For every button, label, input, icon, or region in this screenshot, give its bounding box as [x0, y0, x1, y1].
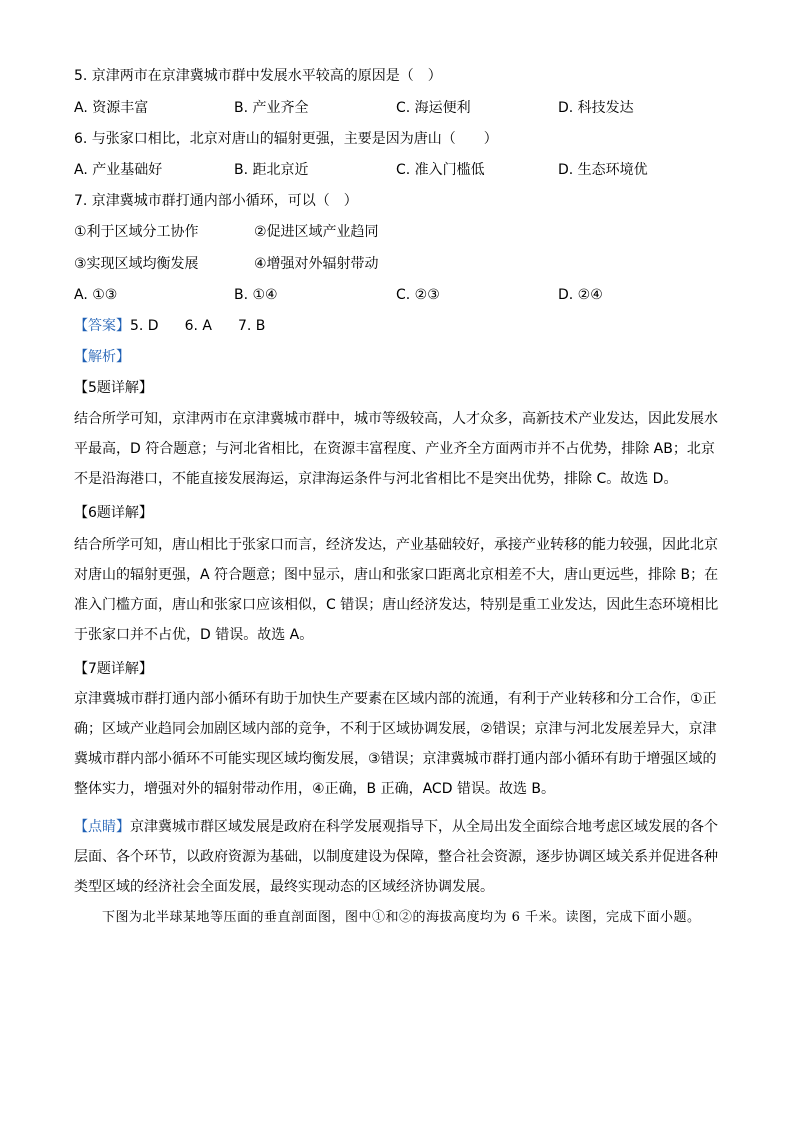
- question-7-options: [74, 285, 734, 305]
- detail-6-line: 于张家口并不占优，D 错误。故选 A。: [74, 627, 314, 643]
- q7-option-c: C. ②③: [396, 287, 440, 303]
- detail-7-line: 整体实力，增强对外的辐射带动作用，④正确，B 正确，ACD 错误。故选 B。: [74, 781, 555, 797]
- detail-7-line: 京津冀城市群打通内部小循环有助于加快生产要素在区域内部的流通，有利于产业转移和分工合作，①正: [74, 691, 717, 707]
- detail-5-line: 不是沿海港口，不能直接发展海运，京津海运条件与河北省相比不是突出优势，排除 C。故选 D。: [74, 471, 678, 487]
- question-7-items-row-1: [74, 222, 734, 242]
- q5-option-c: C. 海运便利: [396, 100, 471, 116]
- next-question-intro: 下图为北半球某地等压面的垂直剖面图，图中①和②的海拔高度均为 6 千米。读图，完成下面小题。: [102, 910, 701, 925]
- detail-6-line: 结合所学可知，唐山相比于张家口而言，经济发达，产业基础较好，承接产业转移的能力较强，因此北京: [74, 537, 718, 553]
- q5-option-a: A. 资源丰富: [74, 100, 149, 116]
- detail-6-line: 准入门槛方面，唐山和张家口应该相似，C 错误；唐山经济发达，特别是重工业发达，因此生态环境相比: [74, 597, 719, 613]
- detail-6-body: [74, 530, 724, 650]
- detail-7-body: [74, 684, 724, 804]
- q7-option-a: A. ①③: [74, 287, 118, 303]
- q7-item-2: ②促进区域产业趋同: [254, 224, 379, 240]
- answer-7: 7. B: [237, 318, 266, 334]
- answer-5: 5. D: [130, 318, 159, 334]
- question-7-items-row-2: [74, 254, 734, 274]
- detail-6-line: 对唐山的辐射更强，A 符合题意；图中显示，唐山和张家口距离北京相差不大，唐山更远些，排除 B；在: [74, 567, 719, 583]
- q7-option-b: B. ①④: [234, 287, 278, 303]
- detail-5-title: 【5题详解】: [74, 380, 153, 396]
- question-5-options: [74, 98, 734, 118]
- dianjing-line: 层面、各个环节，以政府资源为基础，以制度建设为保障，整合社会资源，逐步协调区域关系并促进各种: [74, 849, 718, 865]
- q6-option-b: B. 距北京近: [234, 162, 309, 178]
- question-6-options: [74, 160, 734, 180]
- detail-7-title: 【7题详解】: [74, 661, 153, 677]
- q7-item-1: ①利于区域分工协作: [74, 224, 199, 240]
- q6-option-a: A. 产业基础好: [74, 162, 163, 178]
- detail-7-line: 冀城市群内部小循环不可能实现区域均衡发展，③错误；京津冀城市群打通内部小循环有助于增强区域的: [74, 751, 717, 767]
- question-5-stem: 5. 京津两市在京津冀城市群中发展水平较高的原因是（ ）: [74, 68, 442, 84]
- dianjing-label: 【点睛】: [74, 819, 130, 835]
- dianjing-line-text: 京津冀城市群区域发展是政府在科学发展观指导下，从全局出发全面综合地考虑区域发展的各个: [130, 819, 718, 835]
- dianjing-line: [74, 812, 724, 842]
- detail-5-body: [74, 404, 724, 494]
- dianjing-line: 类型区域的经济社会全面发展，最终实现动态的区域经济协调发展。: [74, 879, 494, 895]
- answer-label: 【答案】: [74, 318, 130, 334]
- analysis-label: 【解析】: [74, 349, 130, 365]
- q7-item-3: ③实现区域均衡发展: [74, 256, 199, 272]
- answer-6: 6. A: [184, 318, 212, 334]
- q7-item-4: ④增强对外辐射带动: [254, 256, 379, 272]
- detail-6-title: 【6题详解】: [74, 505, 153, 521]
- q6-option-c: C. 准入门槛低: [396, 162, 485, 178]
- question-7-stem: 7. 京津冀城市群打通内部小循环，可以（ ）: [74, 193, 358, 209]
- detail-7-line: 确；区域产业趋同会加剧区域内部的竞争，不利于区域协调发展，②错误；京津与河北发展差异大，京津: [74, 721, 717, 737]
- dianjing-block: [74, 812, 724, 902]
- answer-line: [74, 316, 265, 336]
- q5-option-d: D. 科技发达: [558, 100, 634, 116]
- q5-option-b: B. 产业齐全: [234, 100, 309, 116]
- q7-option-d: D. ②④: [558, 287, 603, 303]
- detail-5-line: 平最高，D 符合题意；与河北省相比，在资源丰富程度、产业齐全方面两市并不占优势，排除 AB；北京: [74, 441, 715, 457]
- question-6-stem: 6. 与张家口相比，北京对唐山的辐射更强，主要是因为唐山（ ）: [74, 131, 498, 147]
- q6-option-d: D. 生态环境优: [558, 162, 648, 178]
- detail-5-line: 结合所学可知，京津两市在京津冀城市群中，城市等级较高，人才众多，高新技术产业发达，因此发展水: [74, 411, 718, 427]
